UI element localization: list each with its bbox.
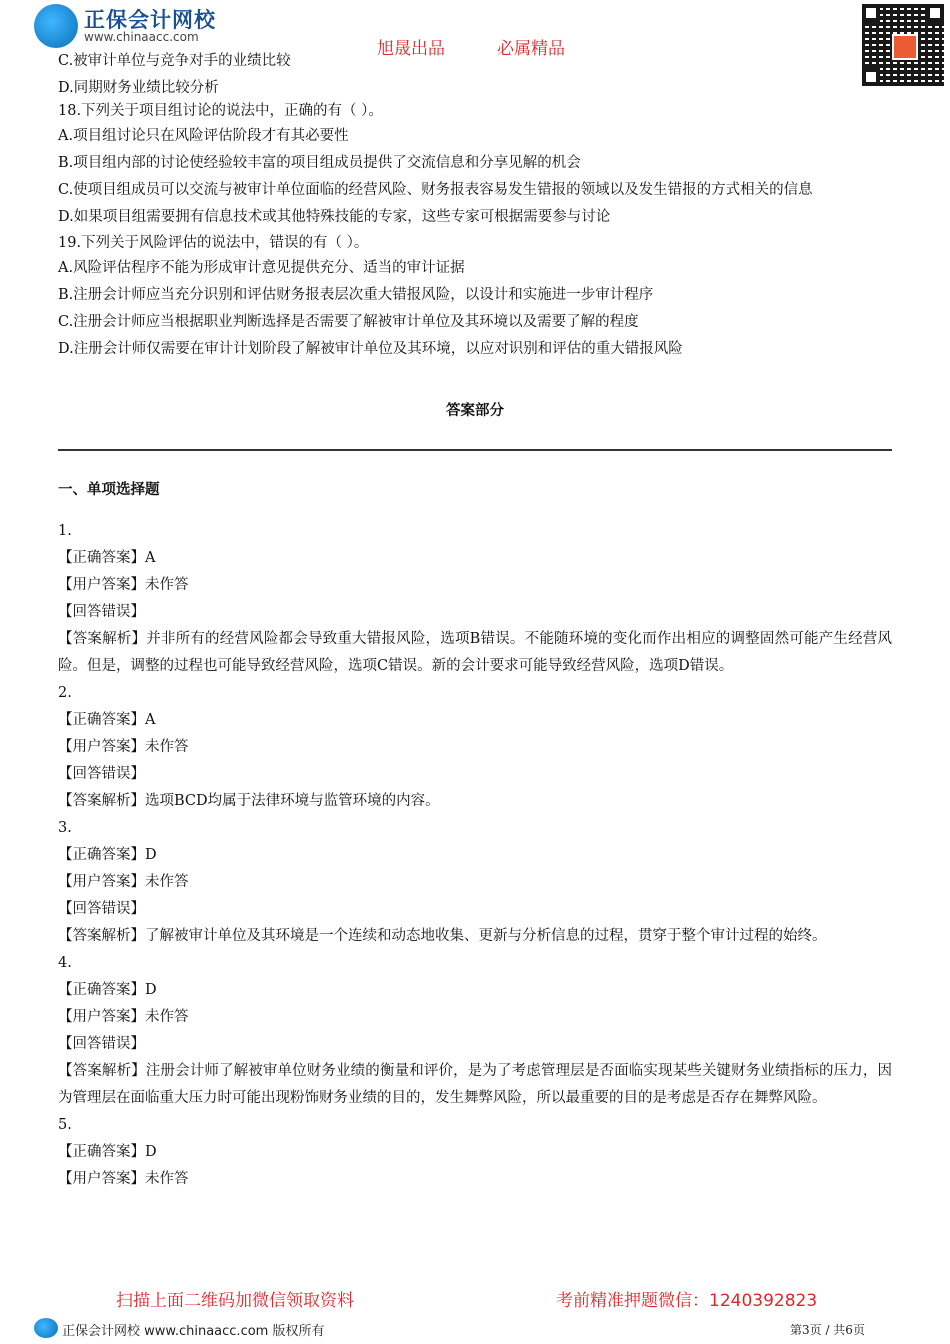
answer-list — [58, 518, 892, 1193]
question-list — [58, 48, 892, 363]
answer-explanation: 【答案解析】并非所有的经营风险都会导致重大错报风险，选项B错误。不能随环境的变化而作出相应的调整固然可能产生经营风险。但是，调整的过程也可能导致经营风险，选项C错误。新的会计要求可能导致经营风险，选项D错误。 — [58, 631, 892, 674]
answer-line: 【正确答案】D — [58, 847, 157, 863]
footer-wechat-notice: 考前精准押题微信：1240392823 — [556, 1291, 818, 1311]
slogan-left: 旭晟出品 — [377, 39, 445, 59]
answer-number: 1. — [58, 523, 72, 539]
answers-title: 答案部分 — [446, 403, 504, 419]
answer-number: 3. — [58, 820, 72, 836]
answer-line: 【回答错误】 — [58, 766, 145, 782]
slogan-right: 必属精品 — [497, 39, 565, 59]
logo-name: 正保会计网校 — [84, 8, 216, 32]
question-line: D.如果项目组需要拥有信息技术或其他特殊技能的专家，这些专家可根据需要参与讨论 — [58, 209, 611, 225]
answer-line: 【正确答案】D — [58, 1144, 157, 1160]
question-line: D.同期财务业绩比较分析 — [58, 80, 219, 96]
answer-line: 【正确答案】D — [58, 982, 157, 998]
answer-line: 【回答错误】 — [58, 901, 145, 917]
answer-line: 【正确答案】A — [58, 712, 156, 728]
answer-explanation: 【答案解析】注册会计师了解被审单位财务业绩的衡量和评价，是为了考虑管理层是否面临实现某些关键财务业绩指标的压力，因为管理层在面临重大压力时可能出现粉饰财务业绩的目的，发生舞弊风险，所以最重要的目的是考虑是否存在舞弊风险。 — [58, 1063, 892, 1106]
chinaacc-logo[interactable] — [34, 4, 214, 48]
question-line: B.项目组内部的讨论使经验较丰富的项目组成员提供了交流信息和分享见解的机会 — [58, 155, 581, 171]
divider — [58, 449, 892, 451]
logo-url: www.chinaacc.com — [84, 30, 199, 44]
question-line: B.注册会计师应当充分识别和评估财务报表层次重大错报风险，以设计和实施进一步审计程序 — [58, 287, 654, 303]
qr-badge-icon — [892, 34, 918, 60]
footer-logo-icon — [34, 1318, 58, 1338]
qr-finder-icon — [926, 4, 944, 22]
footer-qr-notice: 扫描上面二维码加微信领取资料 — [116, 1291, 354, 1311]
answer-line: 【用户答案】未作答 — [58, 874, 189, 890]
section-title: 一、单项选择题 — [58, 482, 160, 498]
question-line: A.风险评估程序不能为形成审计意见提供充分、适当的审计证据 — [58, 260, 465, 276]
answer-line: 【用户答案】未作答 — [58, 739, 189, 755]
answer-line: 【回答错误】 — [58, 604, 145, 620]
footer-copyright: 正保会计网校 www.chinaacc.com 版权所有 — [62, 1324, 325, 1339]
answer-explanation: 【答案解析】了解被审计单位及其环境是一个连续和动态地收集、更新与分析信息的过程，贯穿于整个审计过程的始终。 — [58, 928, 827, 944]
answer-line: 【用户答案】未作答 — [58, 1009, 189, 1025]
question-title: 18.下列关于项目组讨论的说法中，正确的有（ ）。 — [58, 103, 383, 119]
answer-explanation: 【答案解析】选项BCD均属于法律环境与监管环境的内容。 — [58, 793, 440, 809]
answer-line: 【用户答案】未作答 — [58, 577, 189, 593]
logo-emblem-icon — [34, 4, 78, 48]
question-line: C.注册会计师应当根据职业判断选择是否需要了解被审计单位及其环境以及需要了解的程度 — [58, 314, 639, 330]
question-line: D.注册会计师仅需要在审计计划阶段了解被审计单位及其环境，以应对识别和评估的重大错报风险 — [58, 341, 683, 357]
answer-line: 【回答错误】 — [58, 1036, 145, 1052]
answer-line: 【用户答案】未作答 — [58, 1171, 189, 1187]
answer-number: 5. — [58, 1117, 72, 1133]
answer-number: 2. — [58, 685, 72, 701]
answer-number: 4. — [58, 955, 72, 971]
question-line: C.被审计单位与竞争对手的业绩比较 — [58, 53, 291, 69]
question-line: A.项目组讨论只在风险评估阶段才有其必要性 — [58, 128, 349, 144]
answer-line: 【正确答案】A — [58, 550, 156, 566]
question-line: C.使项目组成员可以交流与被审计单位面临的经营风险、财务报表容易发生错报的领域以及发生错报的方式相关的信息 — [58, 182, 813, 198]
qr-finder-icon — [862, 4, 880, 22]
question-title: 19.下列关于风险评估的说法中，错误的有（ ）。 — [58, 235, 369, 251]
page-number: 第3页 / 共6页 — [790, 1323, 865, 1337]
